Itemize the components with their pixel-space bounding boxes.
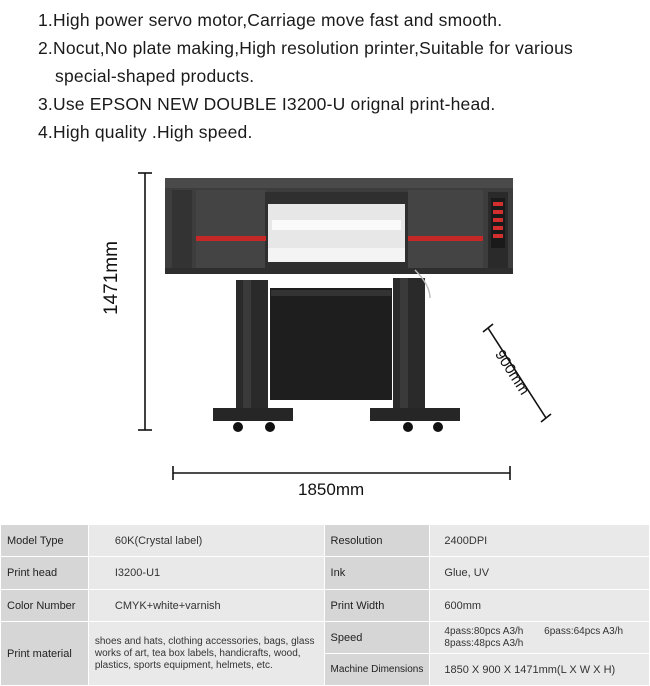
spec-label-print-material: Print material xyxy=(1,622,89,686)
speed-8pass: 8pass:48pcs A3/h xyxy=(444,637,524,649)
feature-2-continued: special-shaped products. xyxy=(55,66,255,86)
height-dimension-line xyxy=(138,173,152,430)
spec-label-machine-dimensions: Machine Dimensions xyxy=(324,654,430,686)
spec-table xyxy=(0,524,650,686)
spec-value-color-number: CMYK+white+varnish xyxy=(88,590,324,622)
spec-value-print-material: shoes and hats, clothing accessories, bags, glass works of art, tea box labels, handicrafts, wood, plastics, sports equipment, helmets, etc. xyxy=(88,622,324,686)
spec-label-print-head: Print head xyxy=(1,557,89,590)
feature-3: 3.Use EPSON NEW DOUBLE I3200-U orignal print-head. xyxy=(38,94,496,114)
spec-value-machine-dimensions: 1850 X 900 X 1471mm(L X W X H) xyxy=(430,654,650,686)
printer-stand xyxy=(213,278,460,432)
spec-value-print-head: I3200-U1 xyxy=(88,557,324,590)
feature-1: 1.High power servo motor,Carriage move fast and smooth. xyxy=(38,10,503,30)
spec-value-resolution: 2400DPI xyxy=(430,525,650,557)
spec-label-resolution: Resolution xyxy=(324,525,430,557)
feature-list xyxy=(38,6,573,146)
feature-4: 4.High quality .High speed. xyxy=(38,122,253,142)
speed-6pass: 6pass:64pcs A3/h xyxy=(544,625,624,637)
spec-label-speed: Speed xyxy=(324,622,430,654)
table-row xyxy=(1,557,650,590)
feature-2: 2.Nocut,No plate making,High resolution printer,Suitable for various xyxy=(38,38,573,58)
spec-value-model-type: 60K(Crystal label) xyxy=(88,525,324,557)
table-row xyxy=(1,622,650,654)
height-dimension: 1471mm xyxy=(101,241,122,315)
spec-label-model-type: Model Type xyxy=(1,525,89,557)
table-row xyxy=(1,525,650,557)
printer-body xyxy=(165,178,513,298)
spec-value-ink: Glue, UV xyxy=(430,557,650,590)
depth-dimension: 900mm xyxy=(491,346,533,399)
spec-label-color-number: Color Number xyxy=(1,590,89,622)
spec-value-print-width: 600mm xyxy=(430,590,650,622)
table-row xyxy=(1,590,650,622)
spec-label-ink: Ink xyxy=(324,557,430,590)
width-dimension-line xyxy=(173,466,510,480)
spec-label-print-width: Print Width xyxy=(324,590,430,622)
speed-4pass: 4pass:80pcs A3/h xyxy=(444,625,524,637)
width-dimension: 1850mm xyxy=(298,480,365,499)
printer-illustration xyxy=(0,160,650,500)
spec-value-speed xyxy=(430,622,650,654)
